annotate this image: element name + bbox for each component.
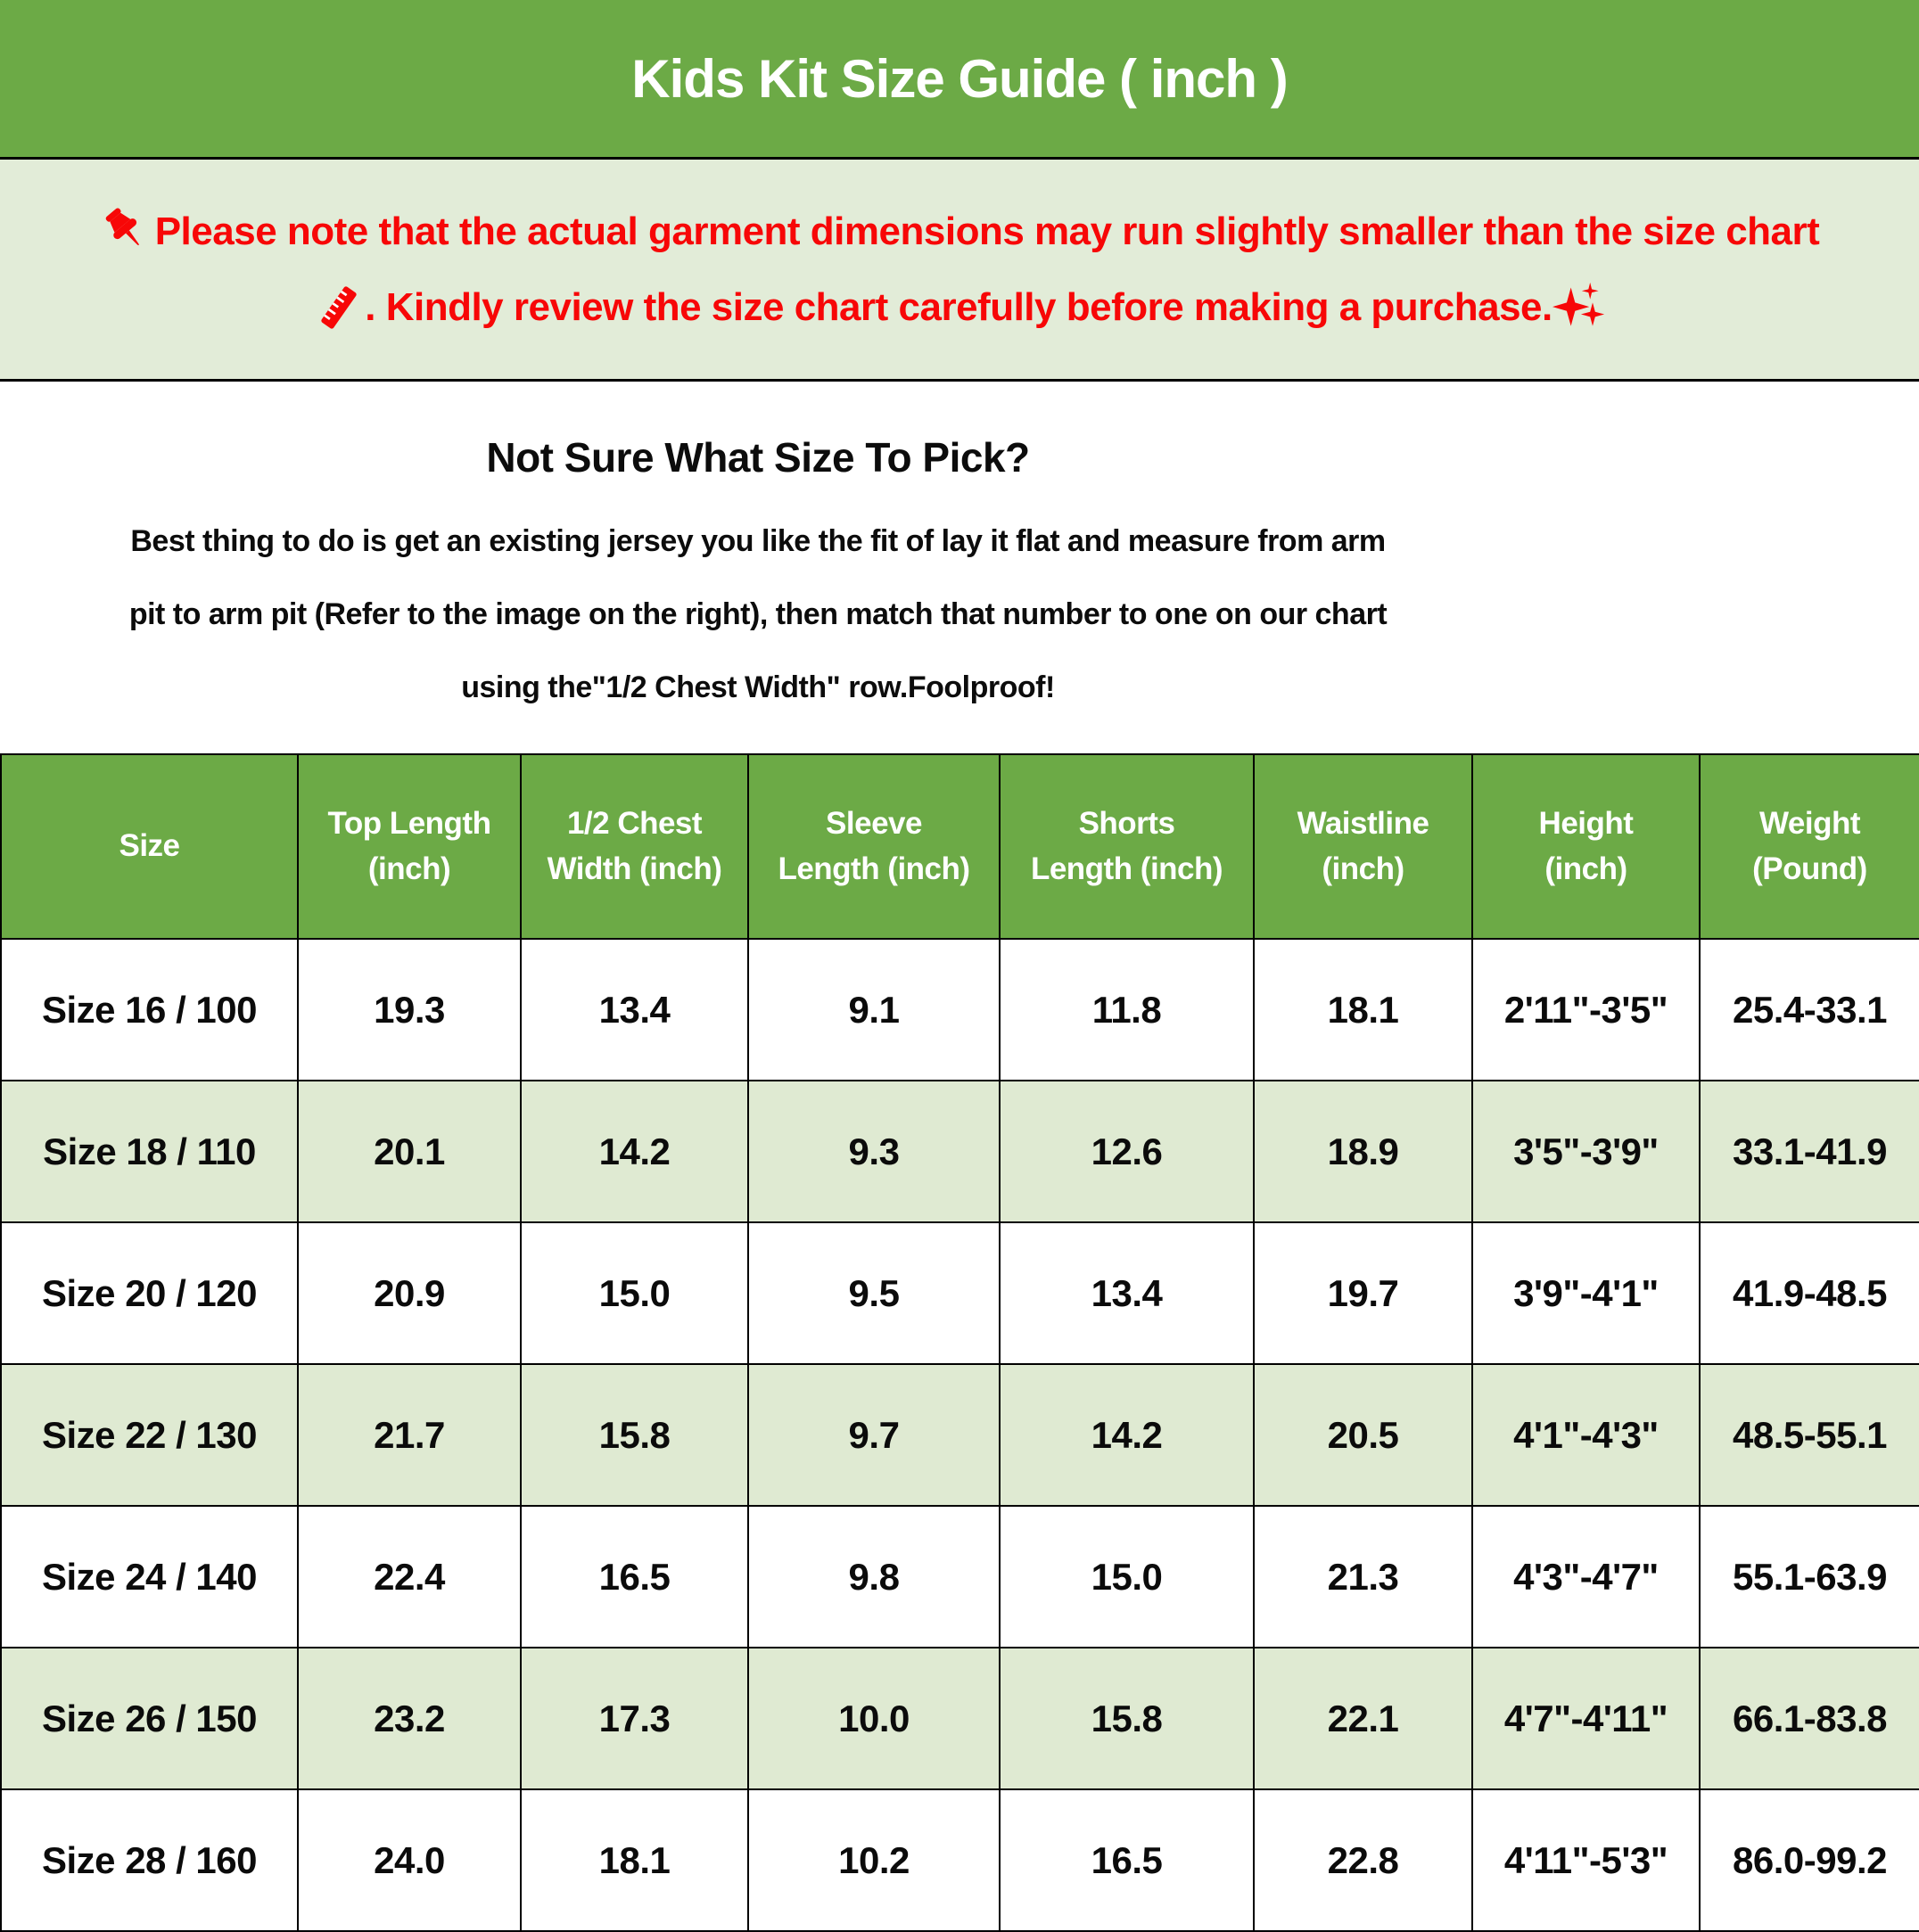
table-cell: 11.8 — [1000, 939, 1254, 1081]
table-row — [1, 1222, 1919, 1364]
sparkles-icon — [1552, 281, 1606, 334]
table-cell: 10.0 — [748, 1648, 1000, 1789]
table-cell: 14.2 — [521, 1081, 748, 1222]
notice-line-1-text: Please note that the actual garment dimensions may run slightly smaller than the size chart — [154, 210, 1820, 253]
column-header-waistline: Waistline (inch) — [1254, 754, 1472, 939]
table-cell: Size 28 / 160 — [1, 1789, 298, 1931]
table-cell: 18.9 — [1254, 1081, 1472, 1222]
table-cell: Size 22 / 130 — [1, 1364, 298, 1506]
table-cell: 22.4 — [298, 1506, 521, 1648]
table-cell: 14.2 — [1000, 1364, 1254, 1506]
table-row — [1, 939, 1919, 1081]
table-cell: 15.8 — [1000, 1648, 1254, 1789]
title-bar — [0, 0, 1919, 160]
notice-line-2 — [313, 281, 1606, 334]
table-cell: 9.7 — [748, 1364, 1000, 1506]
table-cell: 4'11"-5'3" — [1472, 1789, 1700, 1931]
table-cell: 33.1-41.9 — [1700, 1081, 1919, 1222]
table-cell: Size 24 / 140 — [1, 1506, 298, 1648]
column-header-size: Size — [1, 754, 298, 939]
table-cell: 9.1 — [748, 939, 1000, 1081]
table-cell: Size 26 / 150 — [1, 1648, 298, 1789]
table-cell: 20.5 — [1254, 1364, 1472, 1506]
table-cell: 86.0-99.2 — [1700, 1789, 1919, 1931]
table-cell: 23.2 — [298, 1648, 521, 1789]
table-cell: 22.1 — [1254, 1648, 1472, 1789]
notice-line-2-text: . Kindly review the size chart carefully before making a purchase. — [365, 285, 1552, 329]
table-cell: 16.5 — [521, 1506, 748, 1648]
table-cell: 4'3"-4'7" — [1472, 1506, 1700, 1648]
table-cell: 13.4 — [1000, 1222, 1254, 1364]
size-help-section — [0, 382, 1919, 753]
column-header-height: Height (inch) — [1472, 754, 1700, 939]
size-help-heading: Not Sure What Size To Pick? — [486, 434, 1030, 481]
table-cell: 21.7 — [298, 1364, 521, 1506]
table-cell: 55.1-63.9 — [1700, 1506, 1919, 1648]
page-title: Kids Kit Size Guide ( inch ) — [631, 48, 1288, 109]
table-cell: 2'11"-3'5" — [1472, 939, 1700, 1081]
table-cell: 19.7 — [1254, 1222, 1472, 1364]
table-cell: 4'1"-4'3" — [1472, 1364, 1700, 1506]
pushpin-icon — [100, 204, 155, 259]
column-header-sleeve-length: Sleeve Length (inch) — [748, 754, 1000, 939]
table-cell: 13.4 — [521, 939, 748, 1081]
table-cell: 18.1 — [1254, 939, 1472, 1081]
table-cell: 66.1-83.8 — [1700, 1648, 1919, 1789]
table-cell: 3'9"-4'1" — [1472, 1222, 1700, 1364]
table-cell: 25.4-33.1 — [1700, 939, 1919, 1081]
table-cell: 9.8 — [748, 1506, 1000, 1648]
table-cell: 16.5 — [1000, 1789, 1254, 1931]
table-cell: 9.5 — [748, 1222, 1000, 1364]
table-cell: 15.0 — [1000, 1506, 1254, 1648]
table-cell: 4'7"-4'11" — [1472, 1648, 1700, 1789]
size-help-text — [0, 433, 1516, 724]
table-cell: 12.6 — [1000, 1081, 1254, 1222]
table-cell: 9.3 — [748, 1081, 1000, 1222]
table-cell: 21.3 — [1254, 1506, 1472, 1648]
table-cell: 17.3 — [521, 1648, 748, 1789]
table-cell: 24.0 — [298, 1789, 521, 1931]
table-cell: Size 20 / 120 — [1, 1222, 298, 1364]
ruler-icon — [313, 282, 365, 333]
table-cell: 15.8 — [521, 1364, 748, 1506]
table-row — [1, 1789, 1919, 1931]
table-cell: 20.9 — [298, 1222, 521, 1364]
table-cell: 15.0 — [521, 1222, 748, 1364]
size-table — [0, 753, 1919, 1932]
table-cell: 10.2 — [748, 1789, 1000, 1931]
column-header-weight: Weight (Pound) — [1700, 754, 1919, 939]
size-help-line-2: pit to arm pit (Refer to the image on the right), then match that number to one on our chart — [128, 597, 1388, 631]
column-header-half-chest-width: 1/2 Chest Width (inch) — [521, 754, 748, 939]
size-help-line-1: Best thing to do is get an existing jersey you like the fit of lay it flat and measure from arm — [130, 524, 1386, 558]
table-cell: 18.1 — [521, 1789, 748, 1931]
size-table-header — [1, 754, 1919, 939]
table-cell: 41.9-48.5 — [1700, 1222, 1919, 1364]
table-cell: 22.8 — [1254, 1789, 1472, 1931]
table-cell: 48.5-55.1 — [1700, 1364, 1919, 1506]
table-row — [1, 1648, 1919, 1789]
notice-banner — [0, 160, 1919, 382]
size-help-line-3: using the"1/2 Chest Width" row.Foolproof! — [461, 670, 1055, 704]
table-row — [1, 1081, 1919, 1222]
table-cell: 3'5"-3'9" — [1472, 1081, 1700, 1222]
size-table-body — [1, 939, 1919, 1931]
table-row — [1, 1506, 1919, 1648]
table-cell: Size 16 / 100 — [1, 939, 298, 1081]
table-cell: 19.3 — [298, 939, 521, 1081]
table-cell: 20.1 — [298, 1081, 521, 1222]
column-header-shorts-length: Shorts Length (inch) — [1000, 754, 1254, 939]
table-row — [1, 1364, 1919, 1506]
column-header-top-length: Top Length (inch) — [298, 754, 521, 939]
header-row — [1, 754, 1919, 939]
table-cell: Size 18 / 110 — [1, 1081, 298, 1222]
notice-line-1 — [100, 204, 1820, 259]
